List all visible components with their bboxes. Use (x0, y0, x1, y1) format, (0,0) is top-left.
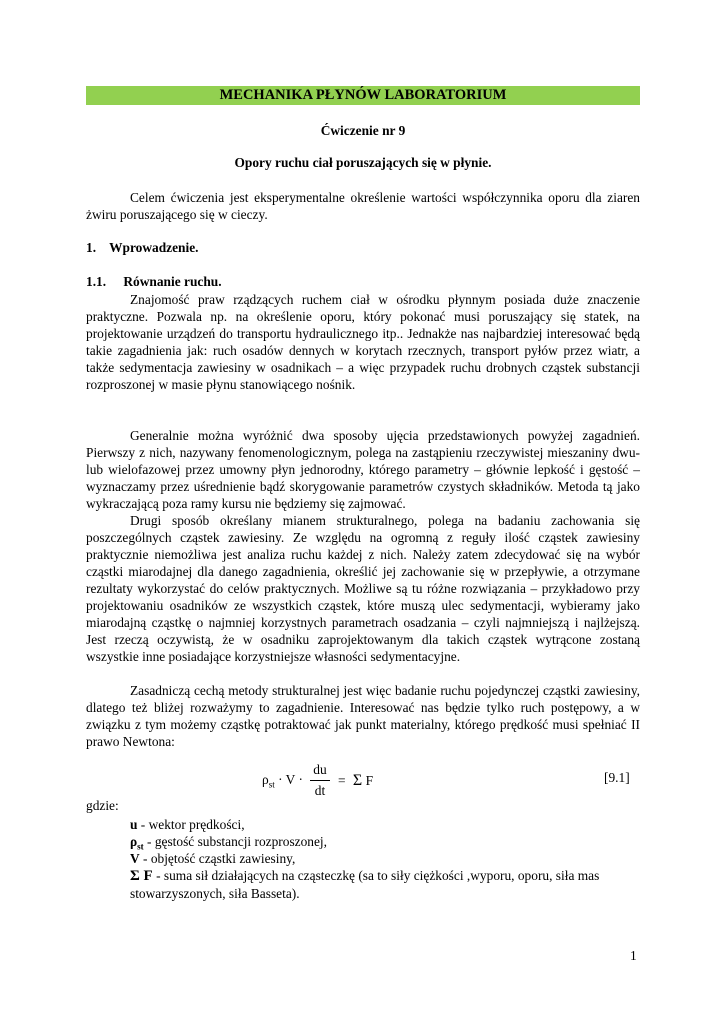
paragraph-2: Generalnie można wyróżnić dwa sposoby ujęcia przedstawionych powyżej zagadnień. Pierwszy z nich, nazywany fenomenologicznym, polega na zastąpieniu rzeczywistej mieszaniny dwu- lub wielofazowej przez umowny płyn jednorodny, którego parametry – głównie lepkość i gęstość – wyznaczamy przez uśrednienie bądź skorygowanie parametrów czystych składników. Metoda tą jako wykraczającą poza ramy kursu nie będziemy się zajmować. (86, 428, 640, 511)
legend-symbol: V (130, 851, 140, 866)
equation-rhs (338, 772, 373, 790)
section-1-heading (86, 240, 199, 256)
volume-symbol: V (285, 772, 296, 787)
section-1-1-heading (86, 274, 222, 290)
paragraph-3: Drugi sposób określany mianem strukturalnego, polega na badaniu zachowania się poszczególnych cząstek zawiesiny. Ze względu na ogromną z reguły ilość cząstek zawiesiny praktycznie niemożliwa jest analiza ruchu każdej z nich. Należy zatem zdecydować się na wybór cząstki miarodajnej dla danego zagadnienia, określić jej zachowanie się w przepływie, a otrzymane rezultaty wykorzystać do celów praktycznych. Możliwe są tu różne rozwiązania – przykładowo przy projektowaniu osadników ze wszystkich cząstek, które muszą ulec sedymentacji, wybieramy jako miarodajną cząstkę o najmniej korzystnych parametrach osadzania – czyli najmniejszą i najlżejszą. Jest rzeczą oczywistą, że w osadniku zaprojektowanym dla takich cząstek wytrącone zostaną wszystkie inne posiadające korzystniejsze własności sedymentacyjne. (86, 513, 640, 664)
equals-sign: = (338, 773, 346, 788)
section-1-title: Wprowadzenie. (109, 240, 199, 255)
fraction-denominator: dt (314, 783, 326, 798)
exercise-number: Ćwiczenie nr 9 (320, 123, 406, 138)
legend-symbol: Σ F (130, 868, 153, 884)
sigma-symbol: Σ (352, 772, 363, 789)
exercise-subtitle: Opory ruchu ciał poruszających się w płynie. (234, 155, 492, 170)
legend-item-u (130, 816, 630, 833)
paragraph-1: Znajomość praw rządzących ruchem ciał w ośrodku płynnym posiada duże znaczenie praktyczne. Pozwala np. na określenie oporu, który pokonać musi poruszający się statek, na projektowanie urządzeń do transportu hydraulicznego itp.. Jednakże nas najbardziej interesować będą takie zagadnienia jak: ruch osadów dennych w korytach rzecznych, transport pyłów przez wiatr, a także sedymentacja zawiesiny w osadnikach – a więc przypadek ruchu drobnych cząstek substancji rozproszonej w masie płynu stanowiącego nośnik. (86, 292, 640, 392)
legend-symbol: u (130, 817, 138, 832)
section-1-number: 1. (86, 240, 97, 255)
legend-symbol: ρ (130, 834, 138, 849)
rho-subscript: st (268, 779, 275, 790)
rho-symbol: ρ (262, 772, 269, 787)
fraction-line (310, 780, 330, 781)
derivative-fraction (310, 762, 330, 799)
dot-operator: · (298, 772, 303, 787)
dot-operator: · (278, 772, 283, 787)
document-header: MECHANIKA PŁYNÓW LABORATORIUM (86, 86, 640, 105)
equation-lhs (262, 772, 303, 790)
legend-subscript: st (137, 841, 144, 852)
page-number: 1 (630, 948, 637, 963)
legend-item-v (130, 850, 630, 867)
equation-number: [9.1] (604, 770, 630, 785)
intro-paragraph: Celem ćwiczenia jest eksperymentalne określenie wartości współczynnika oporu dla ziaren żwiru poruszającego się w cieczy. (86, 190, 640, 222)
legend-description: - wektor prędkości, (137, 817, 245, 832)
where-label: gdzie: (86, 798, 119, 813)
fraction-numerator: du (313, 762, 327, 777)
legend-description: - gęstość substancji rozproszonej, (143, 834, 328, 849)
force-symbol: F (365, 773, 374, 788)
section-1-1-title: Równanie ruchu. (123, 274, 222, 289)
paragraph-4: Zasadniczą cechą metody strukturalnej jest więc badanie ruchu pojedynczej cząstki zawiesiny, dlatego też bliżej rozważymy to zagadnienie. Interesować nas będzie tylko ruch postępowy, a w związku z tym możemy cząstkę potraktować jak punkt materialny, którego prędkość musi spełniać II prawo Newtona: (86, 683, 640, 749)
legend-description: - suma sił działających na cząsteczkę (sa to siły ciężkości ,wyporu, oporu, siła mas stowarzyszonych, siła Basseta). (130, 868, 600, 901)
section-1-1-number: 1.1. (86, 274, 107, 289)
legend-item-sum-f (130, 867, 630, 902)
legend-description: - objętość cząstki zawiesiny, (139, 851, 296, 866)
